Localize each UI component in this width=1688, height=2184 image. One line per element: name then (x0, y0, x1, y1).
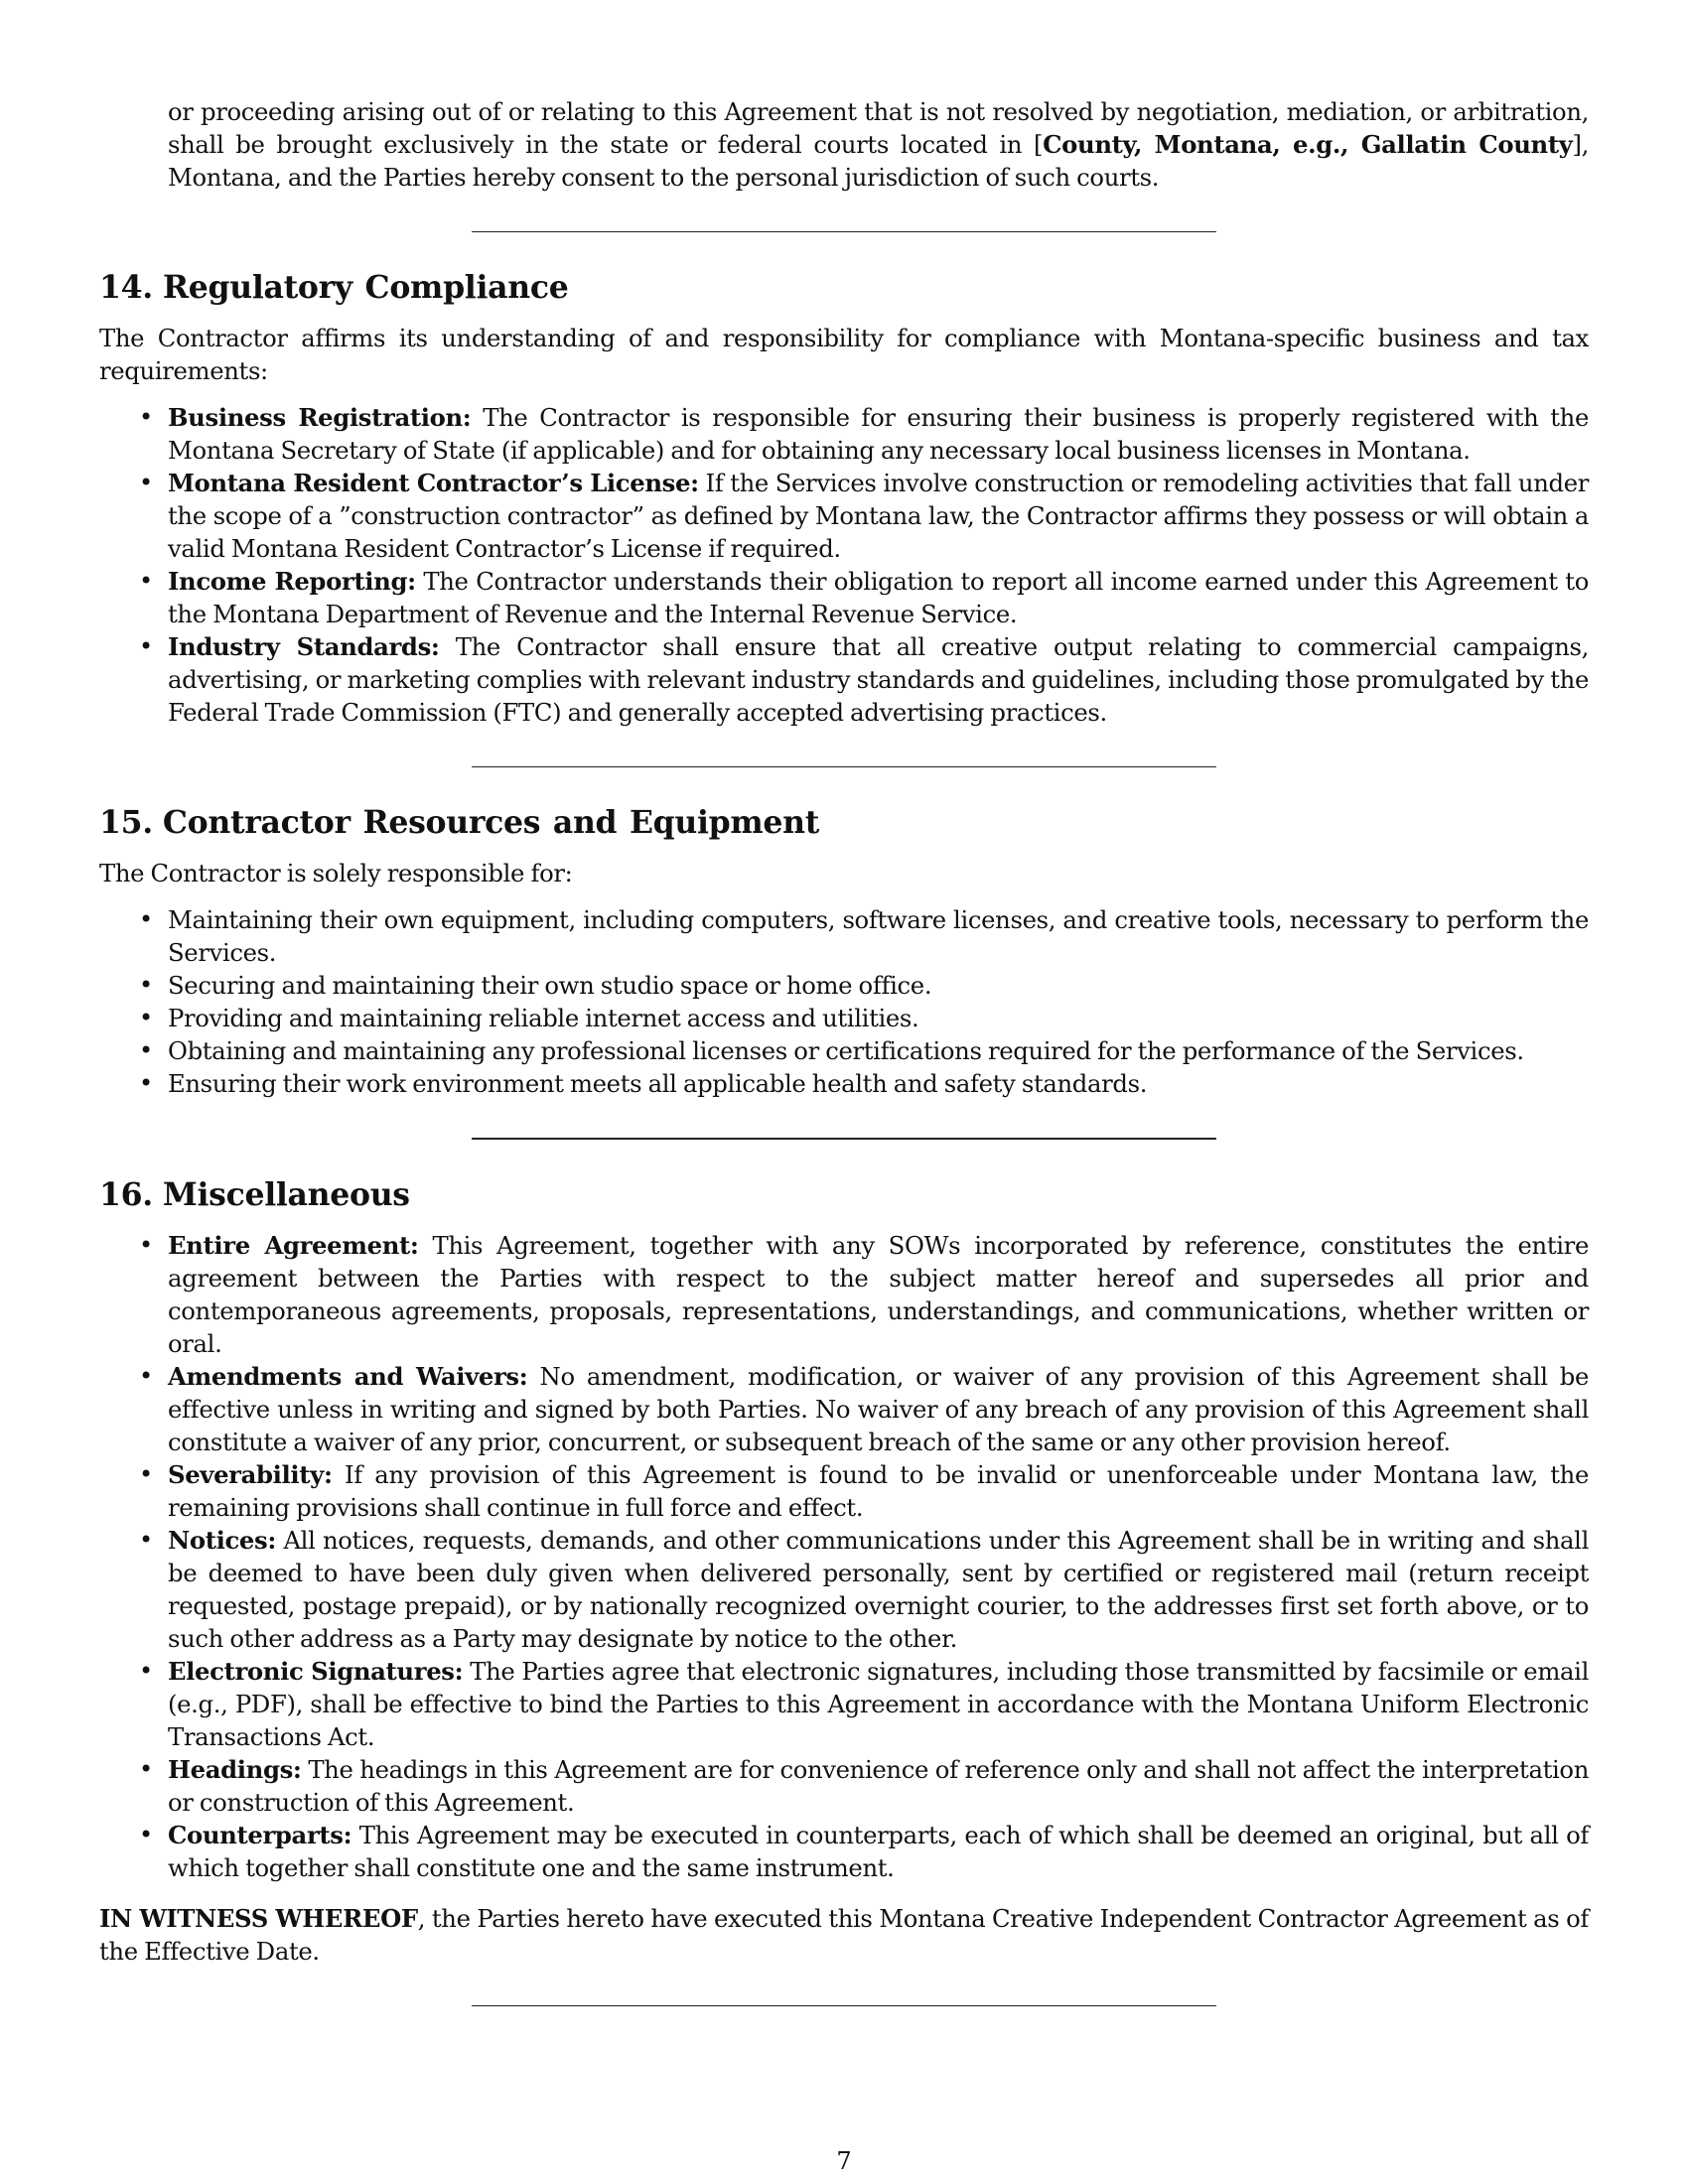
list-item (99, 1360, 1589, 1458)
section-title: Contractor Resources and Equipment (162, 804, 819, 841)
item-label: Income Reporting: (168, 567, 416, 596)
item-text: This Agreement may be executed in counterparts, each of which shall be deemed an original, but all of which together shall constitute one and the same instrument. (168, 1821, 1589, 1882)
witness-lead: IN WITNESS WHEREOF (99, 1904, 418, 1933)
item-text: This Agreement, together with any SOWs incorporated by reference, constitutes the entire agreement between the Parties with respect to the subject matter hereof and supersedes all prior and contemporaneous agreements, proposals, representations, understandings, and communications, whether written or oral. (168, 1231, 1589, 1358)
item-text: All notices, requests, demands, and other communications under this Agreement shall be in writing and shall be deemed to have been duly given when delivered personally, sent by certified or registered mail (return receipt requested, postage prepaid), or by nationally recognized overnight courier, to the addresses first set forth above, or to such other address as a Party may designate by notice to the other. (168, 1526, 1589, 1653)
section-intro: The Contractor is solely responsible for: (99, 859, 573, 887)
bullet-list (99, 401, 1589, 729)
list-item: • Maintaining their own equipment, including computers, software licenses, and creative tools, necessary to perform the Services. (99, 903, 1589, 969)
list-item (99, 630, 1589, 729)
list-item (99, 1655, 1589, 1753)
list-item (99, 1229, 1589, 1360)
list-item (99, 1458, 1589, 1524)
section-divider (472, 2005, 1216, 2006)
section-heading (99, 268, 1589, 308)
list-item: • Securing and maintaining their own studio space or home office. (99, 969, 1589, 1002)
list-item (99, 1819, 1589, 1884)
section-14 (99, 268, 1589, 729)
section-intro: The Contractor affirms its understanding of and responsibility for compliance with Montana-specific business and tax requirements: (99, 324, 1589, 385)
list-item (99, 565, 1589, 630)
list-item (99, 1524, 1589, 1655)
section-heading (99, 803, 1589, 843)
carryover-text-end: ], Montana, and the Parties hereby consent to the personal jurisdiction of such courts. (168, 130, 1589, 192)
item-text: The Contractor shall ensure that all creative output relating to commercial campaigns, advertising, or marketing complies with relevant industry standards and guidelines, including those promulgated by the Federal Trade Commission (FTC) and generally accepted advertising practices. (168, 632, 1589, 727)
item-text: The headings in this Agreement are for convenience of reference only and shall not affect the interpretation or construction of this Agreement. (168, 1755, 1589, 1817)
item-text: The Contractor is responsible for ensuring their business is properly registered with the Montana Secretary of State (if applicable) and for obtaining any necessary local business licenses in Montana. (168, 403, 1589, 465)
list-item: • Providing and maintaining reliable internet access and utilities. (99, 1002, 1589, 1034)
item-text: The Contractor understands their obligation to report all income earned under this Agreement to the Montana Department of Revenue and the Internal Revenue Service. (168, 567, 1589, 628)
item-label: Amendments and Waivers: (168, 1362, 528, 1391)
section-heading (99, 1175, 1589, 1215)
carryover-text: or proceeding arising out of or relating to this Agreement that is not resolved by negotiation, mediation, or arbitration, shall be brought exclusively in the state or federal courts located in [ (168, 97, 1589, 159)
carryover-paragraph (168, 95, 1589, 194)
list-item (99, 1753, 1589, 1819)
item-label: Entire Agreement: (168, 1231, 419, 1260)
section-divider (472, 766, 1216, 767)
item-text: No amendment, modification, or waiver of any provision of this Agreement shall be effective unless in writing and signed by both Parties. No waiver of any breach of any provision of this Agreement shall constitute a waiver of any prior, concurrent, or subsequent breach of the same or any other provision hereof. (168, 1362, 1589, 1456)
section-15 (99, 803, 1589, 1100)
witness-paragraph (99, 1902, 1589, 1968)
document-page (99, 95, 1589, 2042)
item-label: Severability: (168, 1460, 333, 1489)
bullet-list (99, 1229, 1589, 1884)
item-label: Headings: (168, 1755, 302, 1784)
section-divider (472, 231, 1216, 232)
item-label: Business Registration: (168, 403, 472, 432)
item-label: Notices: (168, 1526, 276, 1555)
carryover-bold-placeholder: County, Montana, e.g., Gallatin County (1043, 130, 1573, 159)
item-label: Counterparts: (168, 1821, 352, 1849)
item-label: Electronic Signatures: (168, 1657, 464, 1686)
section-number: 16. (99, 1176, 153, 1213)
item-label: Montana Resident Contractor’s License: (168, 469, 699, 497)
bullet-list (99, 903, 1589, 1100)
section-title: Miscellaneous (162, 1176, 410, 1213)
section-number: 15. (99, 804, 153, 841)
item-text: If the Services involve construction or remodeling activities that fall under the scope of a ”construction contractor” as defined by Montana law, the Contractor affirms they possess or will obtain a valid Montana Resident Contractor’s License if required. (168, 469, 1589, 563)
item-text: If any provision of this Agreement is found to be invalid or unenforceable under Montana law, the remaining provisions shall continue in full force and effect. (168, 1460, 1589, 1522)
list-item: • Obtaining and maintaining any professional licenses or certifications required for the performance of the Services. (99, 1034, 1589, 1067)
list-item: • Ensuring their work environment meets all applicable health and safety standards. (99, 1067, 1589, 1100)
witness-text: , the Parties hereto have executed this Montana Creative Independent Contractor Agreement as of the Effective Date. (99, 1904, 1589, 1966)
section-divider (472, 1138, 1216, 1140)
section-number: 14. (99, 269, 153, 306)
page-number: 7 (836, 2147, 852, 2175)
list-item (99, 401, 1589, 467)
item-label: Industry Standards: (168, 632, 440, 661)
section-16 (99, 1175, 1589, 1968)
section-title: Regulatory Compliance (162, 269, 569, 306)
list-item (99, 467, 1589, 565)
item-text: The Parties agree that electronic signatures, including those transmitted by facsimile or email (e.g., PDF), shall be effective to bind the Parties to this Agreement in accordance with the Montana Uniform Electronic Transactions Act. (168, 1657, 1590, 1751)
